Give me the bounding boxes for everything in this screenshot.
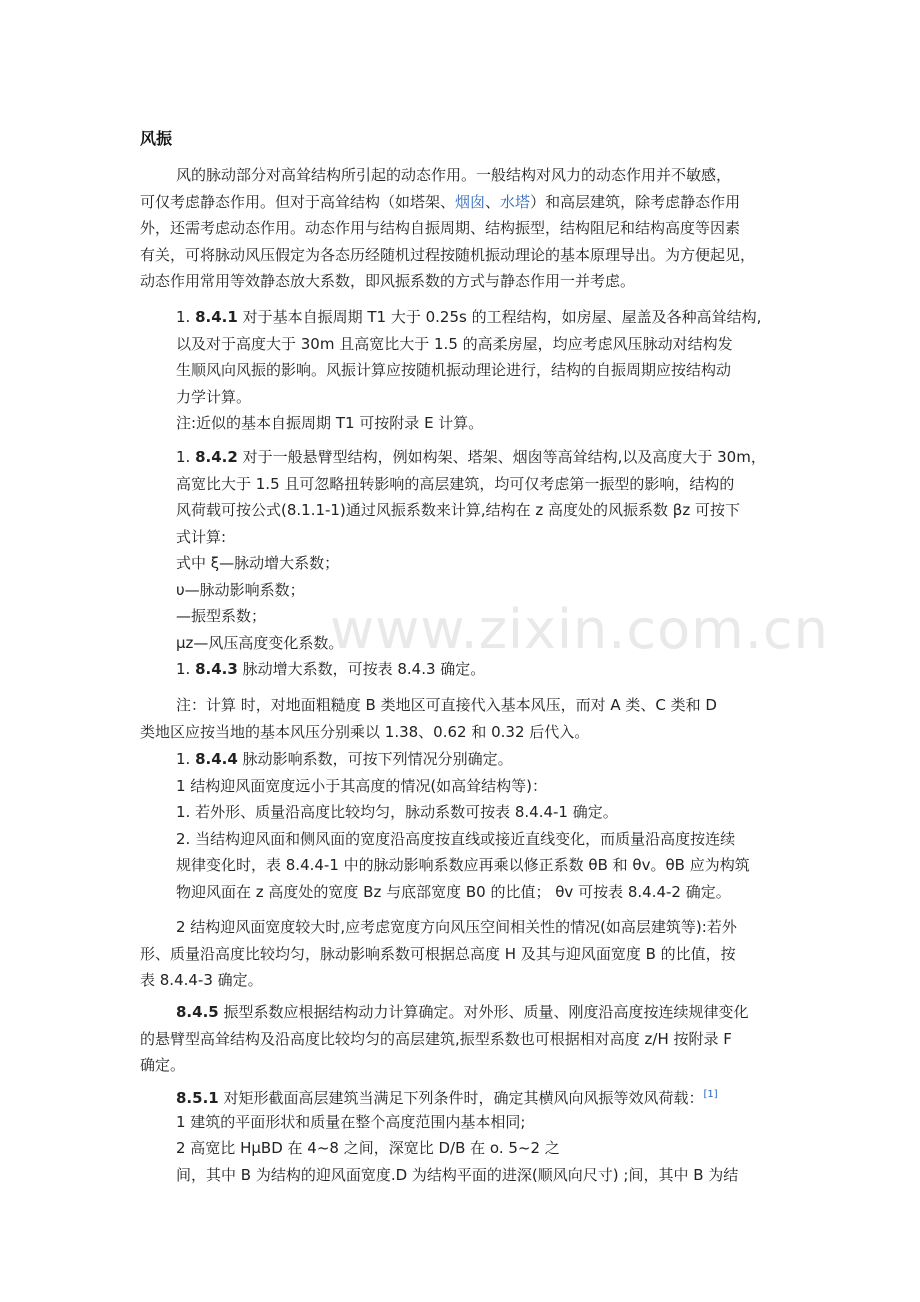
clause-8-4-1: [176, 304, 788, 437]
clause-code: 8.4.4: [195, 750, 238, 768]
clause-code: 8.4.1: [195, 308, 238, 326]
text-line: 表 8.4.4-3 确定。: [140, 971, 263, 989]
clause-code: 8.5.1: [176, 1089, 219, 1107]
text-line: 的悬臂型高耸结构及沿高度比较均匀的高层建筑,振型系数也可根据相对高度 z/H 按附录 F: [140, 1029, 732, 1048]
text-line: 规律变化时，表 8.4.4-1 中的脉动影响系数应再乘以修正系数 θB 和 θv。θB 应为构筑: [176, 856, 750, 874]
text-line: 外，还需考虑动态作用。动态作用与结构自振周期、结构振型，结构阻尼和结构高度等因素: [140, 219, 741, 237]
chimney-link[interactable]: 烟囱: [455, 192, 486, 211]
note-line: 注:近似的基本自振周期 T1 可按附录 E 计算。: [176, 414, 484, 432]
clause-number: 1.: [176, 660, 196, 678]
text-line: 间，其中 B 为结构的迎风面宽度.D 为结构平面的进深(顺风向尺寸) ;间，其中 B 为结: [176, 1165, 739, 1184]
clause-8-4-4: [176, 746, 788, 905]
text-span: 对于基本自振周期 T1 大于 0.25s 的工程结构，如房屋、屋盖及各种高耸结构,: [237, 308, 762, 326]
text-span: 、: [485, 192, 501, 211]
clause-8-5-1: [176, 1082, 788, 1188]
text-line: 1 结构迎风面宽度远小于其高度的情况(如高耸结构等)：: [176, 776, 548, 795]
clause-code: 8.4.2: [195, 448, 238, 466]
text-line: 式计算:: [176, 527, 227, 546]
page-title: 风振: [140, 129, 173, 148]
text-line: 生顺风向风振的影响。风振计算应按随机振动理论进行，结构的自振周期应按结构动: [176, 361, 732, 379]
text-span: 对于一般悬臂型结构，例如构架、塔架、烟囱等高耸结构,以及高度大于 30m，: [237, 448, 766, 466]
text-line: [176, 304, 788, 331]
definition-line: υ—脉动影响系数；: [176, 580, 305, 599]
clause-code: 8.4.5: [176, 1003, 219, 1021]
text-line: 以及对于高度大于 30m 且高宽比大于 1.5 的高柔房屋，均应考虑风压脉动对结构发: [176, 334, 733, 353]
text-line: 2 高宽比 HμBD 在 4~8 之间，深宽比 D/B 在 o. 5~2 之: [176, 1139, 560, 1157]
text-line: 动态作用常用等效静态放大系数，即风振系数的方式与静态作用一并考虑。: [140, 272, 636, 290]
definition-line: —振型系数；: [176, 607, 267, 625]
text-line: 2. 当结构迎风面和侧风面的宽度沿高度按直线或接近直线变化，而质量沿高度按连续: [176, 829, 736, 848]
text-line: [176, 656, 788, 683]
text-span: 脉动增大系数，可按表 8.4.3 确定。: [237, 660, 486, 678]
intro-paragraph: [140, 162, 788, 295]
text-line: 2 结构迎风面宽度较大时,应考虑宽度方向风压空间相关性的情况(如高层建筑等):若外: [176, 918, 737, 936]
text-line: [176, 1082, 788, 1109]
text-line: 确定。: [140, 1056, 186, 1074]
text-line: 风荷载可按公式(8.1.1-1)通过风振系数来计算,结构在 z 高度处的风振系数 βz 可按下: [176, 501, 740, 519]
definition-line: μz—风压高度变化系数。: [176, 633, 344, 652]
text-line: 高宽比大于 1.5 且可忽略扭转影响的高层建筑，均可仅考虑第一振型的影响，结构的: [176, 474, 735, 493]
text-line: 有关，可将脉动风压假定为各态历经随机过程按随机振动理论的基本原理导出。为方便起见，: [140, 245, 756, 264]
text-line: [140, 999, 788, 1026]
text-line: [176, 444, 788, 471]
text-span: 可仅考虑静态作用。但对于高耸结构（如塔架、: [140, 192, 456, 211]
text-line: 注：计算 时，对地面粗糙度 B 类地区可直接代入基本风压，而对 A 类、C 类和 D: [176, 696, 717, 714]
case-2-paragraph: [140, 914, 788, 994]
text-line: 形、质量沿高度比较均匀，脉动影响系数可根据总高度 H 及其与迎风面宽度 B 的比值，按: [140, 944, 736, 963]
clause-number: 1.: [176, 448, 196, 466]
note-8-4-3: [140, 692, 788, 745]
text-line: [176, 746, 788, 773]
text-line: [140, 189, 788, 216]
clause-number: 1.: [176, 750, 196, 768]
clause-code: 8.4.3: [195, 660, 238, 678]
clause-8-4-2: [176, 444, 788, 683]
text-line: 物迎风面在 z 高度处的宽度 Bz 与底部宽度 B0 的比值； θv 可按表 8.4.4-2 确定。: [176, 882, 731, 901]
watermark: www.zixin.com.cn: [330, 598, 829, 661]
text-span: 对矩形截面高层建筑当满足下列条件时，确定其横风向风振等效风荷载：: [218, 1089, 704, 1107]
water-tower-link[interactable]: 水塔: [500, 192, 531, 211]
text-span: 脉动影响系数，可按下列情况分别确定。: [237, 750, 513, 768]
text-span: ）和高层建筑，除考虑静态作用: [530, 192, 741, 211]
text-line: 类地区应按当地的基本风压分别乘以 1.38、0.62 和 0.32 后代入。: [140, 722, 590, 741]
text-line: 1 建筑的平面形状和质量在整个高度范围内基本相同;: [176, 1112, 526, 1131]
clause-number: 1.: [176, 308, 196, 326]
text-line: 1. 若外形、质量沿高度比较均匀，脉动系数可按表 8.4.4-1 确定。: [176, 803, 618, 821]
text-line: 风的脉动部分对高耸结构所引起的动态作用。一般结构对风力的动态作用并不敏感，: [176, 166, 732, 184]
text-span: 振型系数应根据结构动力计算确定。对外形、质量、刚度沿高度按连续规律变化: [218, 1003, 749, 1021]
clause-8-4-5: [140, 999, 788, 1079]
text-line: 力学计算。: [176, 387, 252, 406]
reference-link[interactable]: [1]: [703, 1089, 718, 1100]
definition-line: 式中 ξ—脉动增大系数；: [176, 554, 340, 572]
